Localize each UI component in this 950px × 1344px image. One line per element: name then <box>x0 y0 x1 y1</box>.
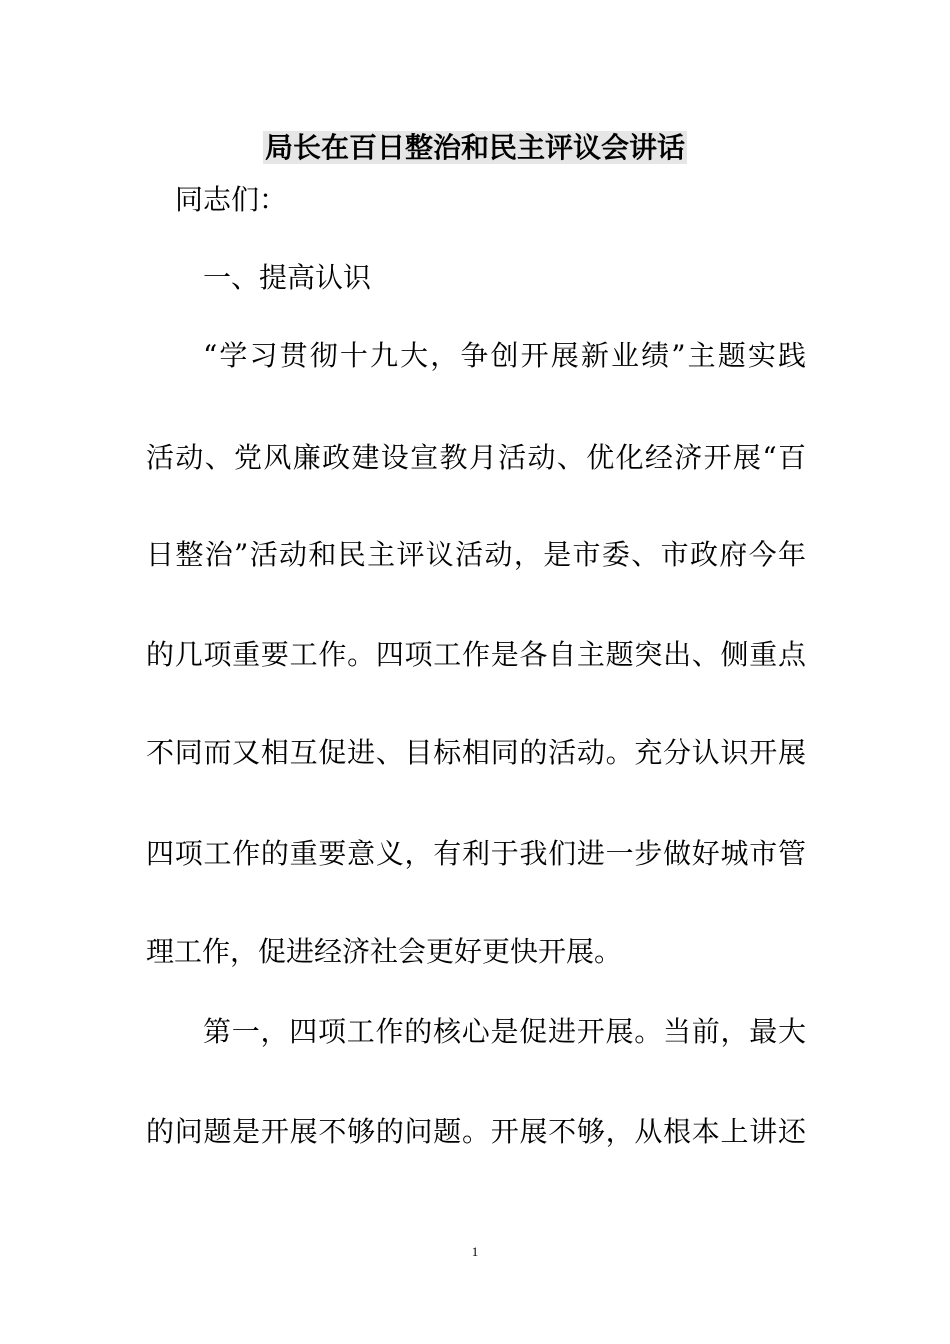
paragraph1-line: 四项工作的重要意义，有利于我们进一步做好城市管 <box>146 837 806 870</box>
paragraph1-line: 不同而又相互促进、目标相同的活动。充分认识开展 <box>146 736 806 769</box>
paragraph1-line: 理工作，促进经济社会更好更快开展。 <box>146 935 623 968</box>
section-heading: 一、提高认识 <box>203 261 372 294</box>
paragraph1-line: “学习贯彻十九大，争创开展新业绩”主题实践 <box>203 339 806 372</box>
paragraph1-line: 日整治”活动和民主评议活动，是市委、市政府今年 <box>146 538 806 571</box>
document-title <box>0 128 950 168</box>
paragraph1-line: 的几项重要工作。四项工作是各自主题突出、侧重点 <box>146 638 806 671</box>
paragraph1-line: 活动、党风廉政建设宣教月活动、优化经济开展“百 <box>146 441 806 474</box>
page-number: 1 <box>471 1244 479 1259</box>
document-title-text: 局长在百日整治和民主评议会讲话 <box>264 131 685 164</box>
salutation: 同志们： <box>175 183 288 216</box>
paragraph2-line: 第一，四项工作的核心是促进开展。当前，最大 <box>203 1015 806 1048</box>
paragraph2-line: 的问题是开展不够的问题。开展不够，从根本上讲还 <box>146 1115 806 1148</box>
